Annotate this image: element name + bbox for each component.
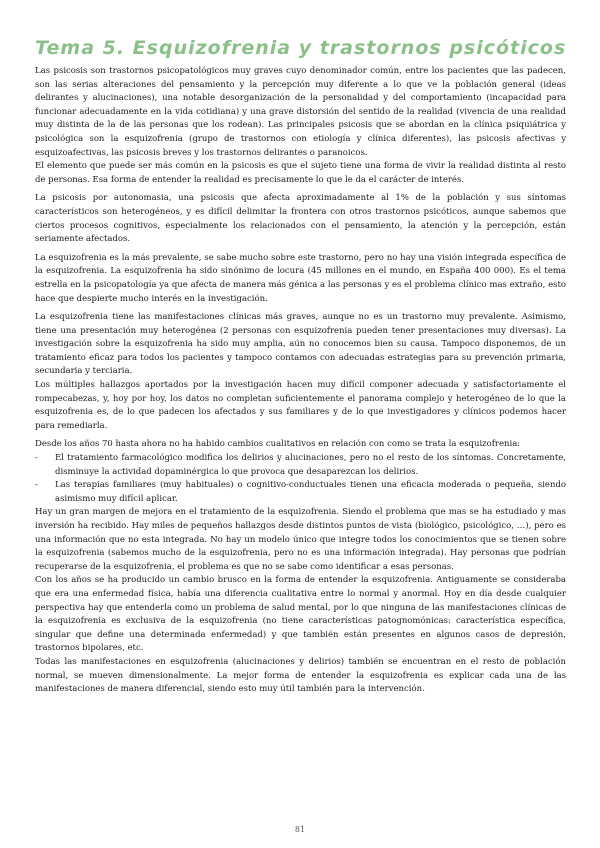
paragraph: El elemento que puede ser más común en la psicosis es que el sujeto tiene una forma de vivir la realidad distinta al resto de personas. Esa forma de entender la realidad es precisamente lo que le da el carácter de interés. (35, 161, 566, 185)
page-number: 81 (294, 825, 306, 834)
list-item (35, 479, 566, 506)
paragraph: Los múltiples hallazgos aportados por la investigación hacen muy difícil componer adecuada y satisfactoriamente el rompecabezas, y, hoy por hoy, los datos no completan suficientemente el panorama complejo y heterogéneo de lo que la esquizofrenia es, de lo que padecen los afectados y sus familiares y de lo que investigadores y clínicos podemos hacer para remediarla. (35, 380, 566, 431)
list-item-text: El tratamiento farmacológico modifica los delirios y alucinaciones, pero no el resto de los síntomas. Concretamente, disminuye la actividad dopaminérgica lo que provoca que desaparezcan los delirios. (55, 453, 566, 477)
paragraph: Las psicosis son trastornos psicopatológicos muy graves cuyo denominador común, entre los pacientes que las padecen, son las serias alteraciones del pensamiento y la percepción muy diferente a lo que ve la población general (ideas delirantes y alucinaciones), una notable desorganización de la personalidad y del comportamiento (incapacidad para funcionar adecuadamente en la vida cotidiana) y una grave distorsión del sentido de la realidad (vivencia de una realidad muy distinta de la de las personas que los rodean). Las principales psicosis que se abordan en la clínica psiquiátrica y psicológica son la esquizofrenia (grupo de trastornos con etiología y clínica diferentes), las psicosis afectivas y esquizoafectivas, las psicosis breves y los trastornos delirantes o paranoicos. (35, 66, 566, 158)
paragraph: Todas las manifestaciones en esquizofrenia (alucinaciones y delirios) también se encuentran en el resto de población normal, se mueven dimensionalmente. La mejor forma de entender la esquizofrenia es explicar cada una de las manifestaciones de manera diferencial, siendo esto muy útil también para la intervención. (35, 656, 566, 695)
paragraph: La esquizofrenia tiene las manifestaciones clínicas más graves, aunque no es un trastorno muy prevalente. Asimismo, tiene una presentación muy heterogénea (2 personas con esquizofrenia pueden tener presentaciones muy diversas). La investigación sobre la esquizofrenia ha sido muy amplia, aún no conocemos bien su causa. Tampoco disponemos, de un tratamiento eficaz para todos los pacientes y tampoco contamos con adecuadas estrategias para su prevención primaria, secundaria y terciaria. (35, 312, 566, 377)
paragraph: La psicosis por autonomasia, una psicosis que afecta aproximadamente al 1% de la población y sus síntomas característicos son heterogéneos, y es difícil delimitar la frontera con otros trastornos psicóticos, aunque sabemos que ciertos procesos cognitivos, especialmente los relacionados con el pensamiento, la atención y la percepción, están seriamente afectados. (35, 193, 566, 245)
paragraph: Con los años se ha producido un cambio brusco en la forma de entender la esquizofrenia. Antiguamente se consideraba que era una enfermedad física, había una diferencia cualitativa entre lo normal y anormal. Hoy en día desde cualquier perspectiva hay que entenderla como un problema de salud mental, por lo que ninguna de las manifestaciones clínicas de la esquizofrenia es exclusiva de la esquizofrenia (no tiene características patognomónicas: característica específica, singular que define una determinada enfermedad) y que también están presentes en algunos casos de depresión, trastornos bipolares, etc. (35, 575, 566, 654)
paragraph: Hay un gran margen de mejora en el tratamiento de la esquizofrenia. Siendo el problema que mas se ha estudiado y mas inversión ha recibido. Hay miles de pequeños hallazgos desde distintos puntos de vista (biológico, psicológico, …), pero es una información que no esta integrada. No hay un modelo único que integre todos los conocimientos que se tienen sobre la esquizofrenia (sabemos mucho de la esquizofrenia, pero no es una información integrada). Hay personas que podrían recuperarse de la esquizofrenia, el problema es que no se sabe como identificar a esas personas. (35, 507, 566, 572)
list-item-text: Las terapias familiares (muy habituales) o cognitivo-conductuales tienen una eficacia moderada o pequeña, siendo asimismo muy difícil aplicar. (55, 480, 566, 504)
document-page (35, 36, 566, 702)
list-item (35, 452, 566, 479)
bullet-marker: - (35, 480, 38, 491)
paragraph: Desde los años 70 hasta ahora no ha habido cambios cualitativos en relación con como se trata la esquizofrenia: (35, 439, 521, 450)
bullet-list (35, 452, 566, 506)
document-title: Tema 5. Esquizofrenia y trastornos psicóticos (35, 37, 567, 59)
bullet-marker: - (35, 453, 38, 464)
paragraph: La esquizofrenia es la más prevalente, se sabe mucho sobre este trastorno, pero no hay una visión integrada específica de la esquizofrenia. La esquizofrenia ha sido sinónimo de locura (45 millones en el mundo, en España 400 000). Es el tema estrella en la psicopatología ya que afecta de manera más génica a las personas y es el problema clínico mas extraño, esto hace que despierte mucho interés en la investigación. (35, 252, 566, 304)
